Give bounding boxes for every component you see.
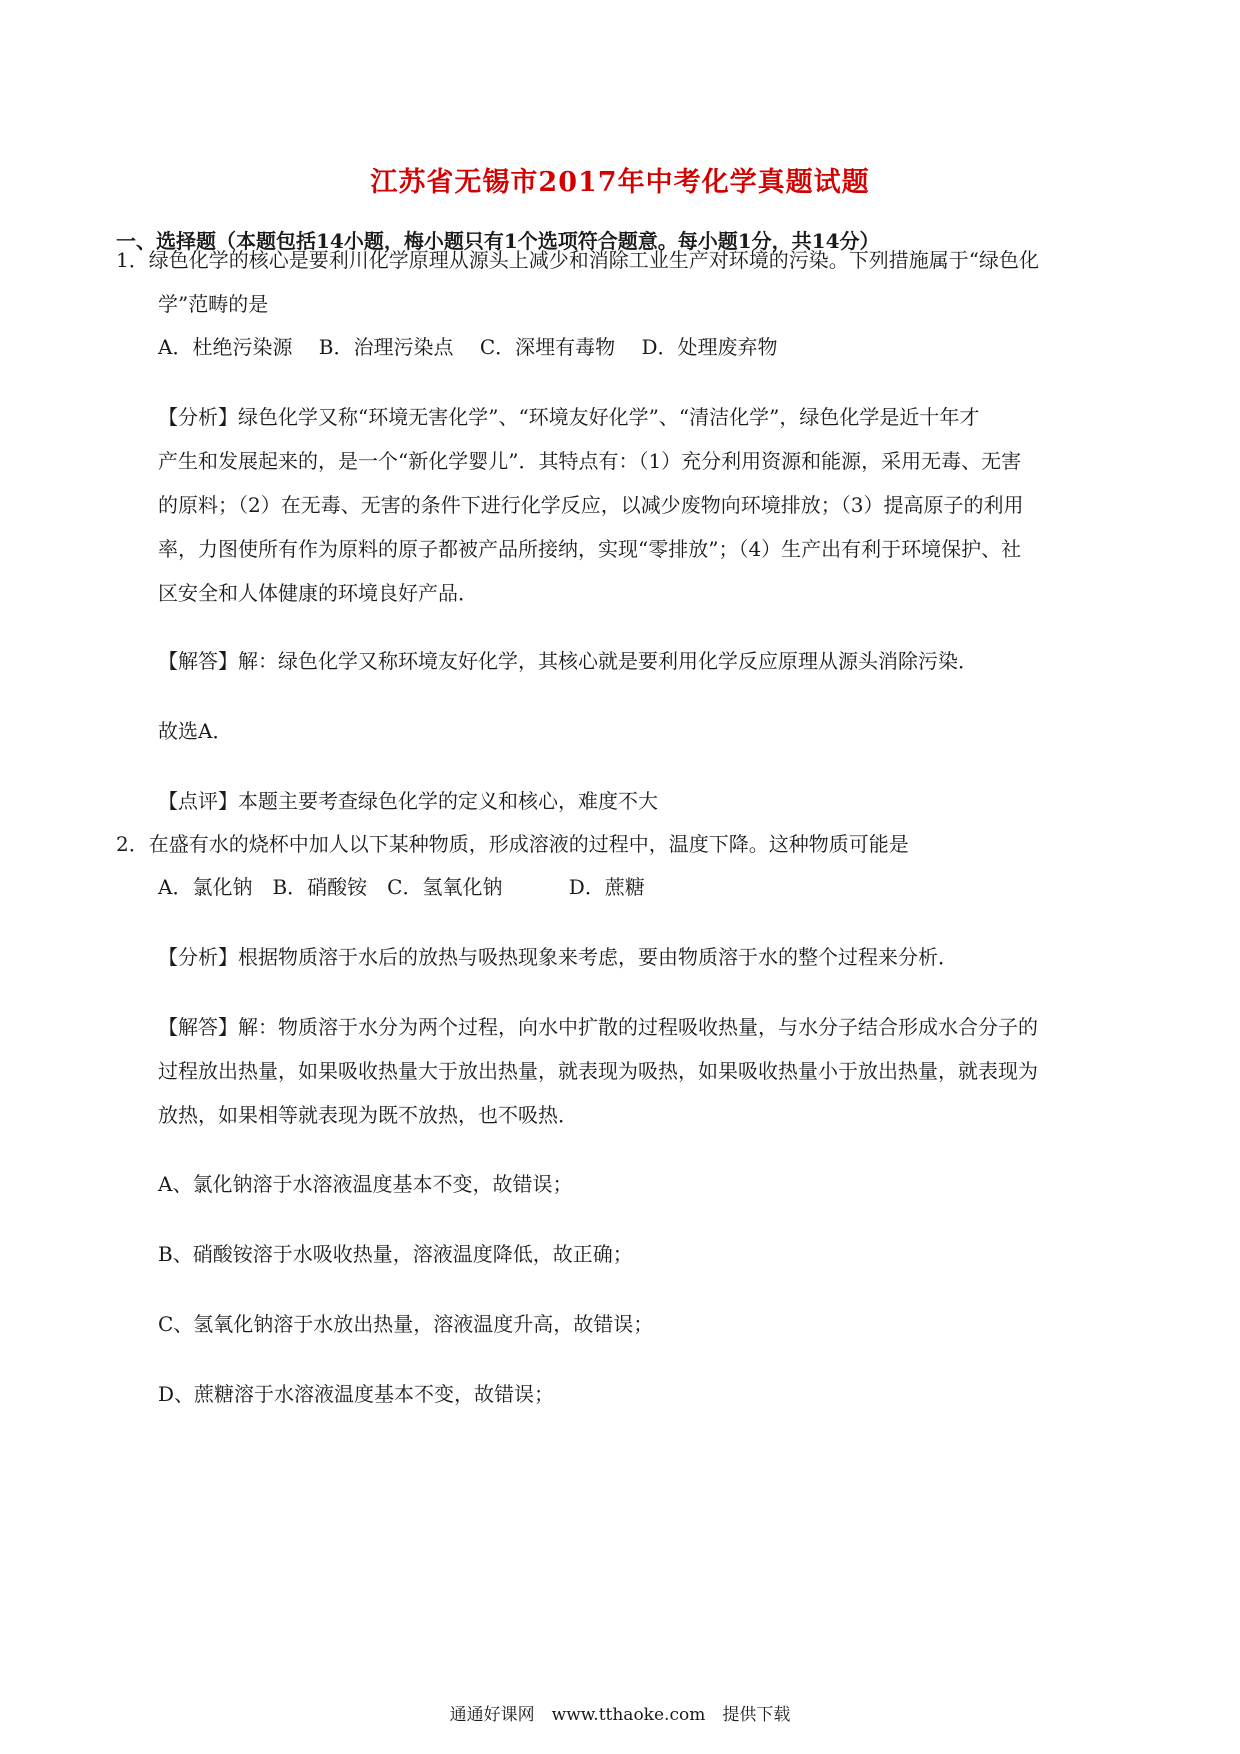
section-heading: 一、选择题（本题包括14小题，梅小题只有1个选项符合题意。每小题1分，共14分）	[116, 229, 880, 253]
q1-analysis-line2: 产生和发展起来的，是一个“新化学婴儿”．其特点有：（1）充分利用资源和能源，采用无毒、无害	[158, 449, 1022, 473]
q2-option-c-explanation: C、氢氧化钠溶于水放出热量，溶液温度升高，故错误；	[158, 1312, 654, 1336]
q2-answer-line1: 【解答】解：物质溶于水分为两个过程，向水中扩散的过程吸收热量，与水分子结合形成水合分子的	[158, 1015, 1038, 1039]
q2-analysis: 【分析】根据物质溶于水后的放热与吸热现象来考虑，要由物质溶于水的整个过程来分析．	[158, 945, 958, 969]
q1-stem-line2: 学”范畴的是	[158, 292, 269, 316]
q2-answer-line2: 过程放出热量，如果吸收热量大于放出热量，就表现为吸热，如果吸收热量小于放出热量，就表现为	[158, 1059, 1038, 1083]
q1-choice: 故选A．	[158, 719, 233, 743]
q2-option-a-explanation: A、氯化钠溶于水溶液温度基本不变，故错误；	[158, 1172, 573, 1196]
q1-options: A．杜绝污染源 B．治理污染点 C．深埋有毒物 D．处理废弃物	[158, 335, 778, 359]
q1-comment: 【点评】本题主要考查绿色化学的定义和核心，难度不大	[158, 789, 658, 813]
q2-stem: 2．在盛有水的烧杯中加人以下某种物质，形成溶液的过程中，温度下降。这种物质可能是	[116, 832, 909, 856]
q2-option-d-explanation: D、蔗糖溶于水溶液温度基本不变，故错误；	[158, 1382, 555, 1406]
q2-answer-line3: 放热，如果相等就表现为既不放热，也不吸热．	[158, 1103, 578, 1127]
q1-stem-line1: 1．绿色化学的核心是要利川化学原理从源头上减少和消除工业生产对环境的污染。下列措施属于“绿色化	[116, 248, 1039, 272]
q1-analysis-line3: 的原料；（2）在无毒、无害的条件下进行化学反应，以减少废物向环境排放；（3）提高原子的利用	[158, 493, 1024, 517]
q2-options: A．氯化钠 B．硝酸铵 C．氢氧化钠 D．蔗糖	[158, 875, 645, 899]
q1-analysis-line5: 区安全和人体健康的环境良好产品．	[158, 581, 478, 605]
page-footer: 通通好课网 www.tthaoke.com 提供下载	[449, 1705, 791, 1725]
q1-analysis-line1: 【分析】绿色化学又称“环境无害化学”、“环境友好化学”、“清洁化学”，绿色化学是近十年才	[158, 405, 980, 429]
q1-analysis-line4: 率，力图使所有作为原料的原子都被产品所接纳，实现“零排放”；（4）生产出有利于环境保护、社	[158, 537, 1022, 561]
page-title: 江苏省无锡市2017年中考化学真题试题	[370, 167, 870, 198]
q2-option-b-explanation: B、硝酸铵溶于水吸收热量，溶液温度降低，故正确；	[158, 1242, 633, 1266]
q1-answer: 【解答】解：绿色化学又称环境友好化学，其核心就是要利用化学反应原理从源头消除污染．	[158, 649, 978, 673]
